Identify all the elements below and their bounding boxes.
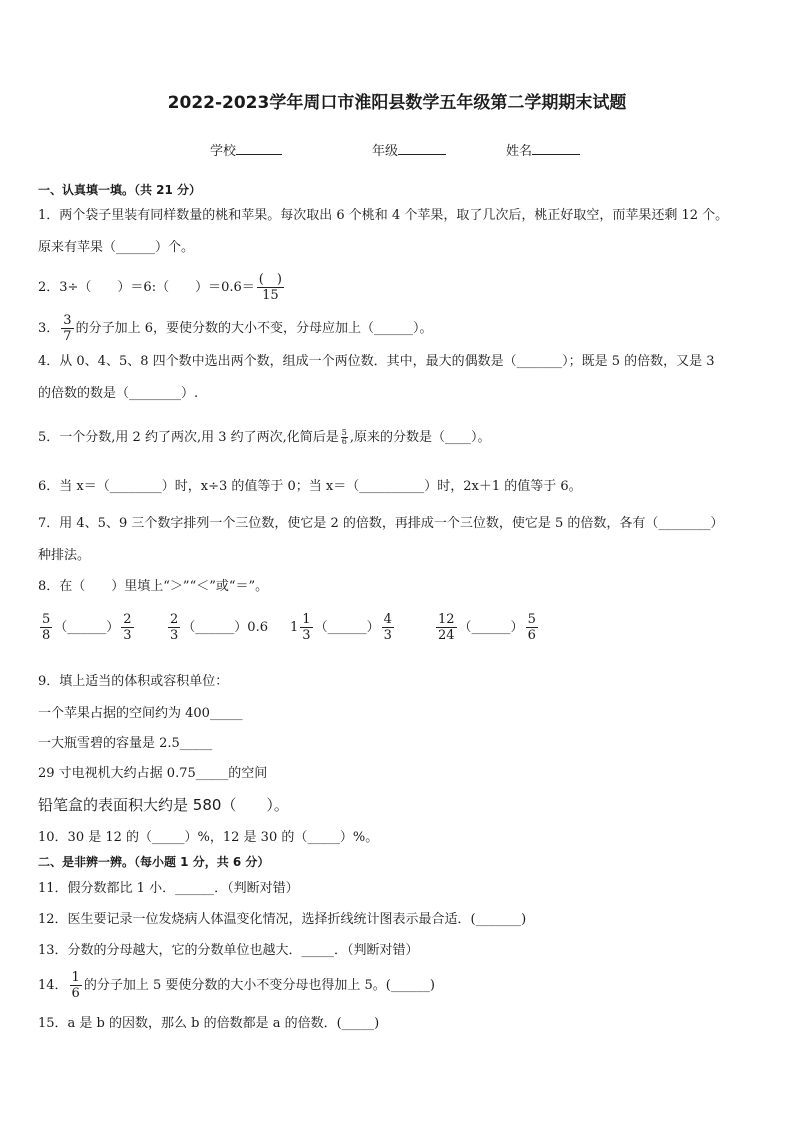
name-blank[interactable] (532, 140, 580, 155)
fraction-2-3: $\frac{2}{3}$ (123, 612, 132, 643)
comparison-1 (38, 612, 136, 643)
name-label: 姓名 (506, 144, 533, 159)
question-3: 3． $\frac{3}{7}$ 的分子加上 6，要使分数的大小不变，分母应加上（______）。 (38, 313, 433, 344)
school-field[interactable] (210, 140, 282, 159)
question-9-text: 9．填上适当的体积或容积单位： (38, 674, 229, 689)
question-1-line-1: 1．两个袋子里装有同样数量的桃和苹果。每次取出 6 个桃和 4 个苹果，取了几次后，桃正好取空，而苹果还剩 12 个。 (38, 208, 729, 223)
section-2-heading: 二、是非辨一辨。（每小题 1 分，共 6 分） (38, 855, 270, 869)
question-9-line-1: 一个苹果占据的空间约为 400_____ (38, 706, 243, 721)
question-1-line-2: 原来有苹果（______）个。 (38, 240, 195, 255)
question-8-text: 8．在（ ）里填上“＞”“＜”或“＝”。 (38, 579, 269, 594)
question-9-line-2: 一大瓶雪碧的容量是 2.5_____ (38, 736, 213, 751)
question-5-fraction: $\frac{5}{6}$ (341, 428, 347, 446)
question-13: 13．分数的分母越大，它的分数单位也越大．_____．（判断对错） (38, 943, 419, 958)
comparison-2: $\frac{2}{3}$ （______）0.6 (170, 612, 268, 643)
fraction-4-3: $\frac{4}{3}$ (383, 612, 392, 643)
question-9-line-3: 29 寸电视机大约占据 0.75_____的空间 (38, 766, 268, 781)
comparison-1-blank[interactable]: （______） (54, 620, 120, 635)
question-6: 6．当 x＝（________）时，x÷3 的值等于 0；当 x＝（__________）时，2x＋1 的值等于 6。 (38, 479, 582, 494)
question-9-line-4: 铅笔盒的表面积大约是 580（ ）。 (38, 796, 289, 814)
comparison-4-blank[interactable]: （______） (458, 620, 524, 635)
question-10: 10．30 是 12 的（_____）%，12 是 30 的（_____）%。 (38, 830, 379, 845)
fraction-2-3: $\frac{2}{3}$ (170, 612, 179, 643)
question-4-line-2: 的倍数的数是（________）. (38, 386, 199, 401)
school-label: 学校 (210, 144, 237, 159)
question-3-fraction: $\frac{3}{7}$ (63, 313, 72, 344)
school-blank[interactable] (236, 140, 282, 155)
question-5: 5．一个分数,用 2 约了两次,用 3 约了两次,化简后是 $\frac{5}{6}$ ,原来的分数是（____）。 (38, 428, 491, 446)
question-2-fraction: $\frac{( )}{15}$ (258, 272, 282, 303)
fraction-5-8: $\frac{5}{8}$ (42, 612, 51, 643)
grade-label: 年级 (372, 144, 399, 159)
question-7-line-1: 7．用 4、5、9 三个数字排列一个三位数，使它是 2 的倍数，再排成一个三位数，使它是 5 的倍数，各有（________） (38, 516, 724, 531)
comparison-4 (434, 612, 540, 643)
comparison-3-blank[interactable]: （______） (314, 620, 380, 635)
section-1-heading: 一、认真填一填。（共 21 分） (38, 183, 202, 197)
question-4-line-1: 4．从 0、4、5、8 四个数中选出两个数，组成一个两位数．其中，最大的偶数是（_______）；既是 5 的倍数，又是 3 (38, 354, 715, 369)
grade-field[interactable] (372, 140, 446, 159)
question-2-text: 2．3÷（ ）＝6:（ ）＝0.6＝ (38, 280, 255, 295)
question-12: 12．医生要记录一位发烧病人体温变化情况，选择折线统计图表示最合适．(_______) (38, 912, 527, 927)
question-11: 11．假分数都比 1 小．______．（判断对错） (38, 881, 299, 896)
question-14: 14． $\frac{1}{6}$ 的分子加上 5 要使分数的大小不变分母也得加上 5。(______) (38, 970, 435, 1001)
question-15: 15．a 是 b 的因数，那么 b 的倍数都是 a 的倍数．(_____) (38, 1016, 380, 1031)
comparison-3: 1 $\frac{1}{3}$ （______） $\frac{4}{3}$ (290, 612, 392, 643)
question-14-fraction: $\frac{1}{6}$ (71, 970, 80, 1001)
fraction-12-24: $\frac{12}{24}$ (438, 612, 455, 643)
fraction-1-1-3: $\frac{1}{3}$ (302, 612, 311, 643)
name-field[interactable] (506, 140, 580, 159)
question-2 (38, 272, 286, 303)
fraction-5-6: $\frac{5}{6}$ (527, 612, 536, 643)
question-7-line-2: 种排法。 (38, 548, 91, 563)
comparison-2-blank[interactable]: （______） (182, 620, 248, 635)
page-title: 2022-2023学年周口市淮阳县数学五年级第二学期期末试题 (167, 93, 627, 113)
grade-blank[interactable] (398, 140, 446, 155)
